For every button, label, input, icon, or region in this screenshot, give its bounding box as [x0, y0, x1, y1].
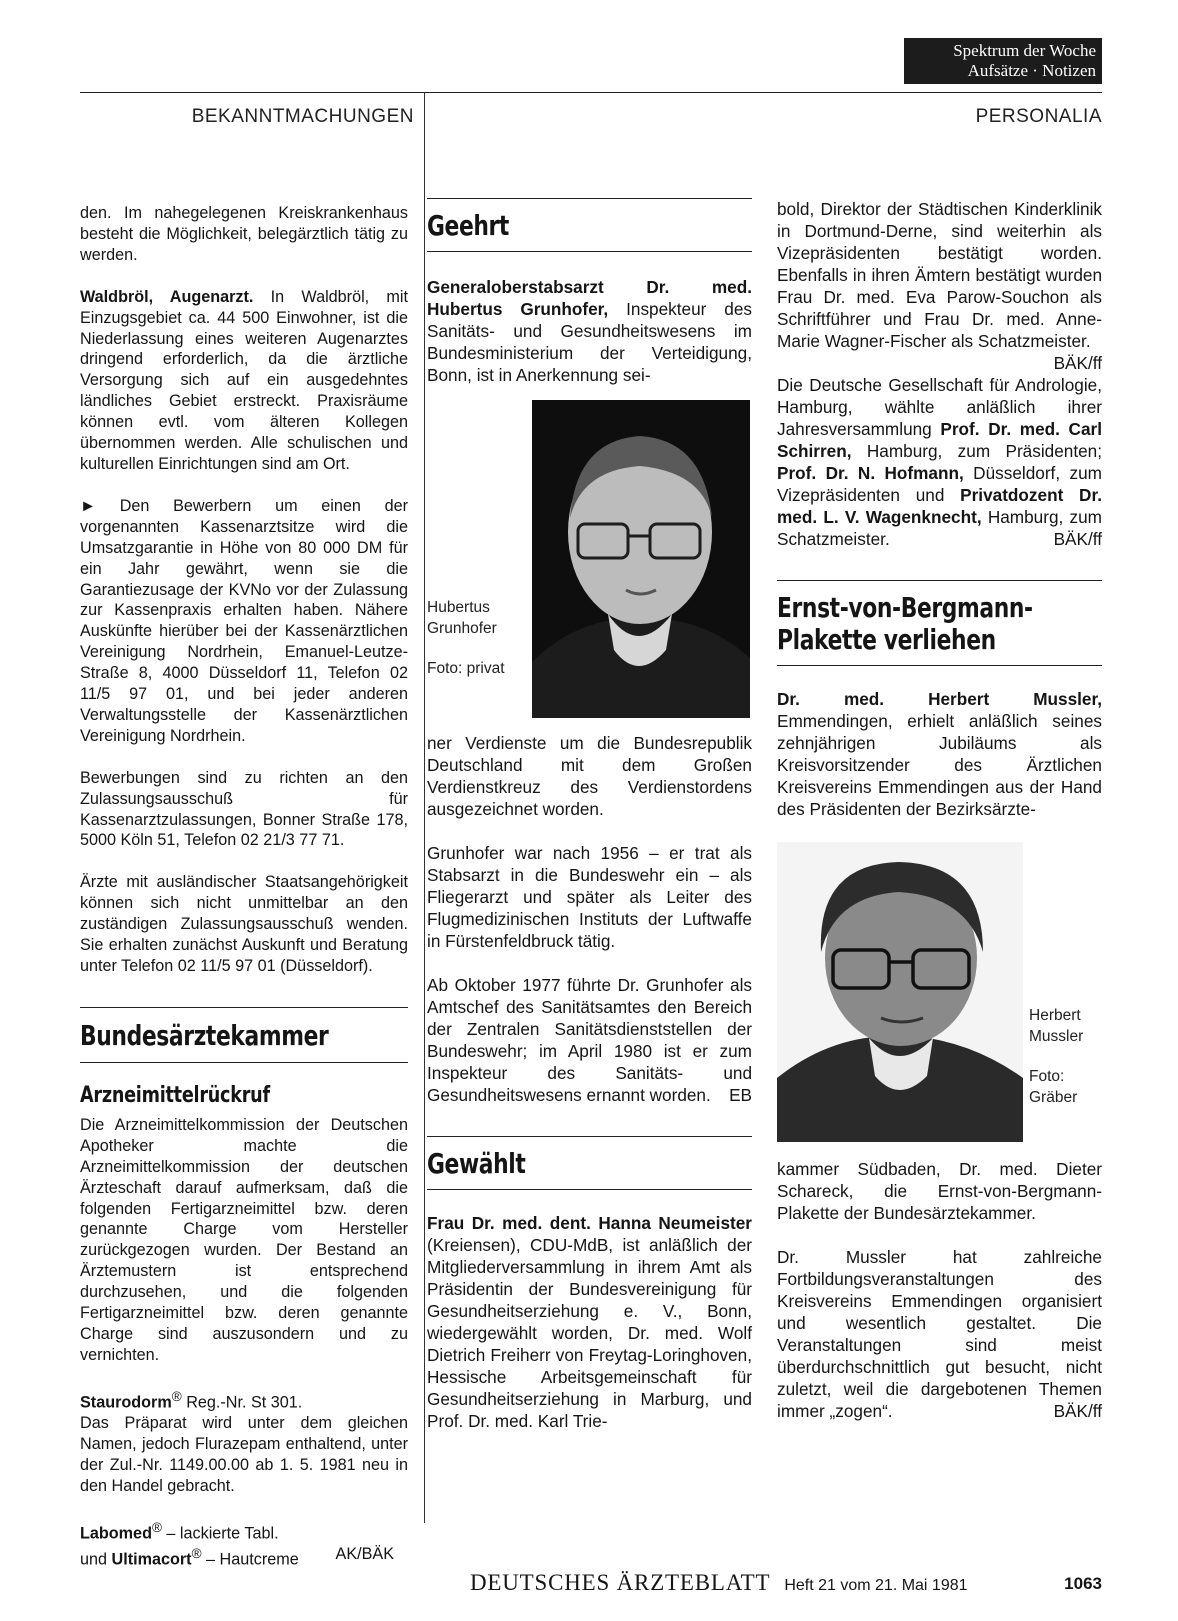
entry-text: Ab Oktober 1977 führte Dr. Grunhofer als Amtschef des Sanitätsamtes den Bereich der Zentralen Sanitätsdienststellen der Bundeswehr; im April 1980 ist er zum Inspekteur des Sanitäts- und Gesundheitswesens ernannt worden.	[427, 975, 752, 1105]
rule	[427, 1136, 752, 1137]
entry-text: Hamburg, zum Präsidenten;	[851, 441, 1102, 461]
person-name: Generaloberstabsarzt Dr. med. Hubertus Grunhofer,	[427, 277, 752, 319]
paragraph: Grunhofer war nach 1956 – er trat als Stabsarzt in die Bundeswehr ein – als Fliegerarzt und später als Leiter des Flugmedizinischen Instituts der Luftwaffe in Fürstenfeldbruck tätig.	[427, 843, 752, 951]
rule	[427, 1189, 752, 1190]
signature: BÄK/ff	[1053, 529, 1102, 549]
ultimacort-line	[80, 1544, 408, 1570]
drug-form: – Hautcreme	[201, 1550, 299, 1569]
caption-name: Hubertus Grunhofer	[427, 599, 497, 637]
entry-text: Emmendingen, erhielt anläßlich seines zehnjährigen Jubiläums als Kreisvorsitzender des Ärztlichen Kreisvereins Emmendingen aus der Hand des Präsidenten der Bezirksärzte-	[777, 711, 1102, 819]
photo-grunhofer	[532, 400, 750, 718]
conjunction: und	[80, 1550, 112, 1569]
caption-credit: Foto: Gräber	[1029, 1068, 1078, 1106]
section-label-left: BEKANNTMACHUNGEN	[191, 106, 414, 127]
entry-text: Hamburg, zum Schatzmeister.	[777, 507, 1102, 549]
caption-name: Herbert Mussler	[1029, 1007, 1084, 1045]
registered-mark: ®	[151, 1519, 162, 1535]
journal-name: DEUTSCHES ÄRZTEBLATT	[470, 1570, 771, 1595]
drug-name: Staurodorm	[80, 1393, 172, 1412]
person-name: Dr. med. Herbert Mussler,	[777, 689, 1102, 709]
staurodorm-line	[80, 1387, 408, 1413]
signature: BÄK/ff	[1053, 353, 1102, 373]
rule	[427, 198, 752, 199]
top-rule	[80, 92, 1102, 93]
heading-bergmann-plakette: Ernst-von-Bergmann-Plakette verliehen	[777, 591, 1033, 656]
person-name: Privatdozent Dr. med. L. V. Wagenknecht,	[777, 485, 1102, 527]
paragraph: Das Präparat wird unter dem gleichen Namen, jedoch Flurazepam enthaltend, unter der Zul.-Nr. 1149.00.00 ab 1. 5. 1981 neu in den Handel gebracht.	[80, 1414, 408, 1495]
paragraph-waldbroel	[80, 287, 408, 475]
person-name: Prof. Dr. med. Carl Schirren,	[777, 419, 1102, 461]
paragraph-grunhofer	[427, 276, 752, 386]
heading-gewaehlt: Gewählt	[427, 1147, 526, 1180]
person-name: Frau Dr. med. dent. Hanna Neumeister	[427, 1213, 752, 1233]
paragraph-neumeister	[427, 1212, 752, 1432]
entry-text: Düsseldorf, zum Vizepräsidenten und	[777, 463, 1102, 505]
paragraph	[777, 1246, 1102, 1422]
section-badge	[904, 38, 1102, 84]
entry-text: Dr. Mussler hat zahlreiche Fortbildungsveranstaltungen des Kreisvereins Emmendingen organisiert und wesentlich gestaltet. Die Veranstaltungen sind meist überdurchschnittlich gut besucht, nicht zuletzt, weil die dargebotenen Themen immer „zogen“.	[777, 1247, 1102, 1421]
photo-mussler-block	[777, 842, 1102, 1142]
paragraph	[777, 198, 1102, 373]
heading-geehrt: Geehrt	[427, 209, 509, 242]
badge-line-1: Spektrum der Woche	[953, 41, 1096, 60]
arrow-icon: ►	[80, 496, 97, 515]
drug-name: Labomed	[80, 1524, 152, 1543]
column-1	[80, 203, 408, 1570]
registered-mark: ®	[171, 1388, 182, 1404]
photo-caption	[1029, 1006, 1109, 1108]
column-2	[427, 198, 752, 1432]
entry-text: (Kreiensen), CDU-MdB, ist anläßlich der Mitgliederversammlung in ihrem Amt als Präsidentin der Bundesvereinigung für Gesundheitserziehung e. V., Bonn, wiedergewählt worden, Dr. med. Wolf Dietrich Freiherr von Freytag-Loringhoven, Hessische Arbeitsgemeinschaft für Gesundheitserziehung in Marburg, und Prof. Dr. med. Karl Trie-	[427, 1235, 752, 1431]
page-number: 1063	[1064, 1574, 1102, 1593]
rule	[427, 251, 752, 252]
paragraph-andrologie	[777, 374, 1102, 550]
issue-info: Heft 21 vom 21. Mai 1981	[784, 1577, 968, 1594]
column-divider	[424, 93, 425, 1523]
drug-name: Ultimacort	[111, 1550, 192, 1569]
entry-text: Inspekteur des Sanitäts- und Gesundheitswesens im Bundesministerium der Verteidigung, Bonn, ist in Anerkennung sei-	[427, 299, 752, 385]
paragraph: den. Im nahegelegenen Kreiskrankenhaus besteht die Möglichkeit, belegärztlich tätig zu werden.	[80, 204, 408, 264]
labomed-line	[80, 1518, 408, 1544]
heading-arzneimittelrueckruf: Arzneimittelrückruf	[80, 1082, 270, 1108]
paragraph: kammer Südbaden, Dr. med. Dieter Schareck, die Ernst-von-Bergmann-Plakette der Bundesärztekammer.	[777, 1159, 1102, 1223]
paragraph: ner Verdienste um die Bundesrepublik Deutschland mit dem Großen Verdienstkreuz des Verdienstordens ausgezeichnet worden.	[427, 733, 752, 819]
badge-line-2: Aufsätze · Notizen	[967, 61, 1096, 80]
signature: BÄK/ff	[1053, 1401, 1102, 1421]
signature: EB	[729, 1085, 752, 1105]
signature: AK/BÄK	[335, 1545, 394, 1563]
photo-grunhofer-block	[427, 400, 752, 718]
entry-text: Die Deutsche Gesellschaft für Andrologie, Hamburg, wählte anläßlich ihrer Jahresversammlung	[777, 375, 1102, 439]
entry-text: In Waldbröl, mit Einzugsgebiet ca. 44 500 Einwohner, ist die Niederlassung eines weiteren Augenarztes dringend erforderlich, da die ärztliche Versorgung sich auf ein ausgedehntes ländliches Gebiet erstreckt. Praxisräume können evtl. vom älteren Kollegen übernommen werden. Alle schulischen und kulturellen Einrichtungen sind am Ort.	[80, 287, 408, 473]
entry-text: Den Bewerbern um einen der vorgenannten Kassenarztsitze wird die Umsatzgarantie in Höhe von 80 000 DM für ein Jahr gewährt, wenn sie die Garantiezusage der KVNo vor der Zulassung zur Kassenpraxis erhalten haben. Nähere Auskünfte hierüber bei der Kassenärztlichen Vereinigung Nordrhein, Emanuel-Leutze-Straße 8, 4000 Düsseldorf 11, Telefon 02 11/5 97 01, und bei jeder anderen Verwaltungsstelle der Kassenärztlichen Vereinigung Nordrhein.	[80, 496, 408, 745]
paragraph	[427, 974, 752, 1106]
column-3	[777, 198, 1102, 1422]
entry-text: bold, Direktor der Städtischen Kinderklinik in Dortmund-Derne, sind weiterhin als Vizepräsidenten bestätigt worden. Ebenfalls in ihren Ämtern bestätigt wurden Frau Dr. med. Eva Parow-Souchon als Schriftführer und Frau Dr. med. Anne-Marie Wagner-Fischer als Schatzmeister.	[777, 199, 1102, 351]
rule	[80, 1007, 408, 1008]
paragraph-mussler	[777, 688, 1102, 820]
photo-mussler	[777, 842, 1023, 1142]
registered-mark: ®	[191, 1546, 202, 1561]
paragraph: Bewerbungen sind zu richten an den Zulassungsausschuß für Kassenarztzulassungen, Bonner Straße 178, 5000 Köln 51, Telefon 02 21/3 77 71.	[80, 768, 408, 850]
drug-reg: Reg.-Nr. St 301.	[181, 1393, 303, 1412]
footer	[470, 1570, 1102, 1596]
person-name: Prof. Dr. N. Hofmann,	[777, 463, 964, 483]
paragraph: Ärzte mit ausländischer Staatsangehörigkeit können sich nicht unmittelbar an den zuständigen Zulassungsausschuß wenden. Sie erhalten zunächst Auskunft und Beratung unter Telefon 02 11/5 97 01 (Düsseldorf).	[80, 873, 408, 975]
rule	[777, 665, 1102, 666]
drug-form: – lackierte Tabl.	[161, 1524, 279, 1543]
rule	[80, 1062, 408, 1063]
photo-caption	[427, 598, 527, 680]
entry-title: Waldbröl, Augenarzt.	[80, 287, 254, 306]
heading-bundesaerztekammer: Bundesärztekammer	[80, 1018, 329, 1052]
paragraph: Die Arzneimittelkommission der Deutschen Apotheker machte die Arzneimittelkommission der deutschen Ärzteschaft darauf aufmerksam, daß die folgenden Fertigarzneimittel bzw. deren genannte Charge vom Hersteller zurückgezogen wurden. Der Bestand an Ärztemustern ist entsprechend durchzusehen, und die folgenden Fertigarzneimittel bzw. deren genannte Charge sind auszusondern und zu vernichten.	[80, 1115, 408, 1364]
rule	[777, 580, 1102, 581]
paragraph-umsatzgarantie	[80, 496, 408, 747]
caption-credit: Foto: privat	[427, 660, 505, 677]
section-label-right: PERSONALIA	[975, 106, 1102, 127]
